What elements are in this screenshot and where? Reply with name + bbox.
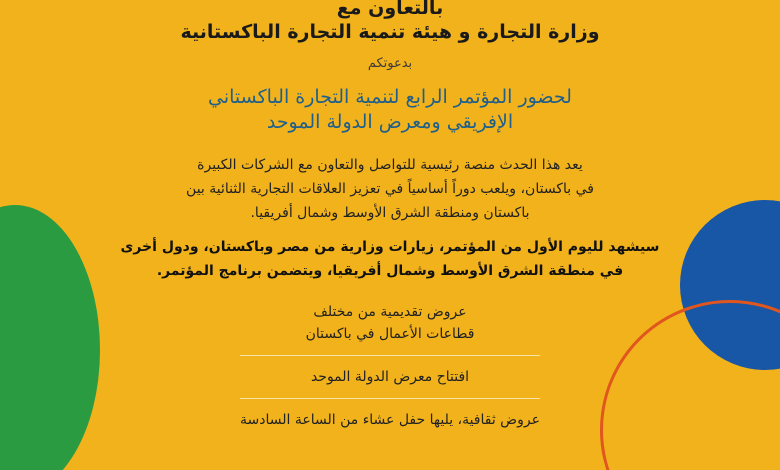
agenda-divider <box>240 355 540 356</box>
agenda-item-line: افتتاح معرض الدولة الموحد <box>310 369 470 385</box>
agenda-item-line: عروض تقديمية من مختلف <box>313 304 467 320</box>
highlight-text <box>110 235 670 283</box>
description-line-3: باكستان ومنطقة الشرق الأوسط وشمال أفريقيا. <box>250 205 530 221</box>
conference-title-line-1: لحضور المؤتمر الرابع لتنمية التجارة الباكستاني <box>208 86 572 108</box>
invite-label: بدعوتكم <box>367 56 413 71</box>
green-circle-decoration <box>0 205 100 470</box>
description-line-1: يعد هذا الحدث منصة رئيسية للتواصل والتعاون مع الشركات الكبيرة <box>197 157 583 173</box>
agenda-item <box>240 293 540 353</box>
conference-title-line-2: الإفريقي ومعرض الدولة الموحد <box>266 111 514 133</box>
header-line-1: بالتعاون مع <box>336 0 444 19</box>
agenda-list <box>240 293 540 439</box>
invitation-content <box>110 0 670 439</box>
conference-title <box>110 85 670 135</box>
description-line-2: في باكستان، ويلعب دوراً أساسياً في تعزيز العلاقات التجارية الثنائية بين <box>186 181 594 197</box>
agenda-item <box>240 358 540 396</box>
description <box>155 153 625 225</box>
agenda-divider <box>240 398 540 399</box>
highlight-line-1: سيشهد لليوم الأول من المؤتمر، زيارات وزارية من مصر وباكستان، ودول أخرى <box>120 239 660 255</box>
highlight-line-2: في منطقة الشرق الأوسط وشمال أفريقيا، ويتضمن برنامج المؤتمر. <box>156 263 624 279</box>
agenda-item-line: قطاعات الأعمال في باكستان <box>305 326 475 342</box>
agenda-item-line: عروض ثقافية، يليها حفل عشاء من الساعة السادسة <box>240 412 540 428</box>
header-line-2: وزارة التجارة و هيئة تنمية التجارة الباكستانية <box>180 21 600 43</box>
agenda-item <box>240 401 540 439</box>
